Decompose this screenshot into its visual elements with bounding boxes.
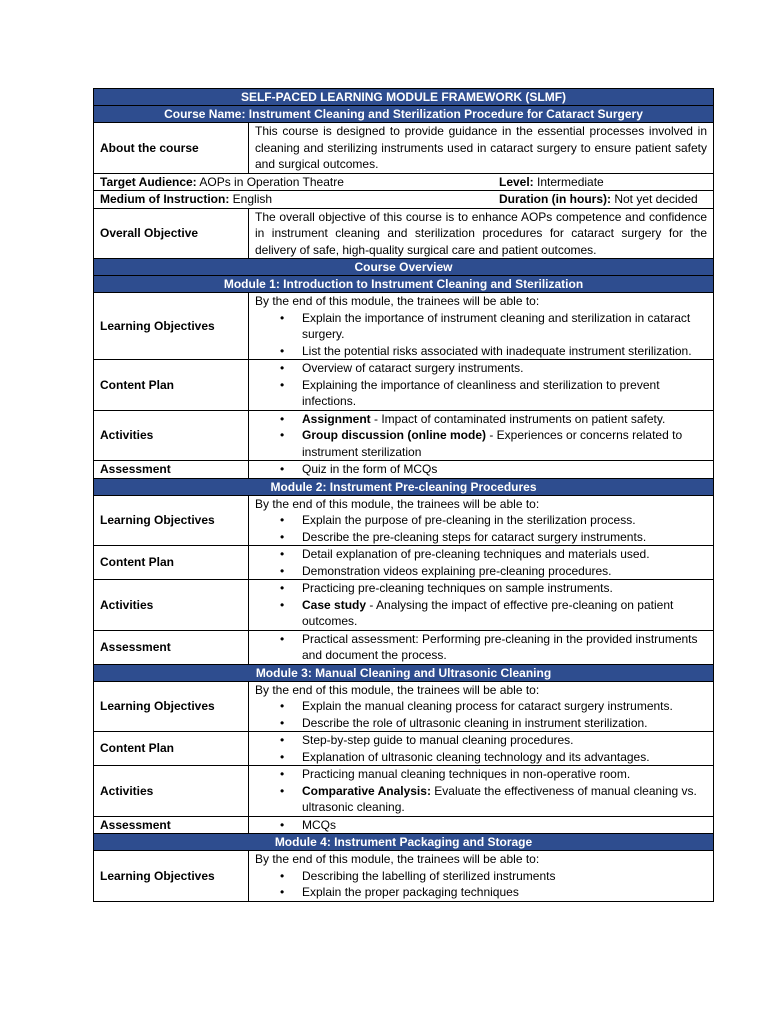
assessment-cell [249,816,714,834]
bullet-list [255,546,707,579]
learning-objectives-content [255,496,707,546]
assessment-label: Assessment [94,461,249,479]
bullet-list [255,766,707,816]
bullet-list [255,580,707,630]
bullet-list [255,360,707,410]
document-title: SELF-PACED LEARNING MODULE FRAMEWORK (SLMF) [94,89,714,106]
overview-row [94,259,714,276]
bullet-item: • Quiz in the form of MCQs [302,461,707,478]
learning-objectives-label: Learning Objectives [94,293,249,360]
bullet-item [302,766,707,783]
assessment-label: Assessment [94,816,249,834]
learning-objectives-content [255,851,707,901]
activities-label: Activities [94,410,249,461]
bullet-item [302,427,707,460]
module-title: Module 4: Instrument Packaging and Storage [94,834,714,851]
content-plan-cell [249,546,714,580]
bullet-item: • Demonstration videos explaining pre-cleaning procedures. [302,563,707,580]
learning-objectives-row [94,681,714,732]
bullet-list [255,868,707,901]
learning-objectives-content [255,293,707,359]
learning-objectives-row [94,495,714,546]
activities-row [94,580,714,631]
learning-objectives-cell [249,851,714,902]
course-name-row [94,106,714,123]
activities-label: Activities [94,766,249,817]
bullet-item: • Detail explanation of pre-cleaning techniques and materials used. [302,546,707,563]
audience-row [94,173,714,191]
content-plan-cell [249,360,714,411]
objectives-intro: By the end of this module, the trainees will be able to: [255,682,540,697]
about-row [94,123,714,174]
content-plan-row [94,546,714,580]
learning-objectives-label: Learning Objectives [94,495,249,546]
bullet-text: Evaluate the effectiveness of manual cleaning vs. ultrasonic cleaning. [302,783,697,814]
activities-cell [249,766,714,817]
content-plan-label: Content Plan [94,732,249,766]
bullet-bold-text: Assignment [302,411,371,426]
learning-objectives-cell [249,495,714,546]
bullet-list [255,698,707,731]
bullet-item: • Step-by-step guide to manual cleaning procedures. [302,732,707,749]
bullet-item: • Explain the manual cleaning process for cataract surgery instruments. [302,698,707,715]
duration-value: Not yet decided [614,192,698,206]
bullet-bold-text: Comparative Analysis: [302,783,431,798]
learning-objectives-label: Learning Objectives [94,851,249,902]
activities-label: Activities [94,580,249,631]
assessment-row [94,461,714,479]
module-header-row [94,834,714,851]
objectives-intro: By the end of this module, the trainees will be able to: [255,294,540,308]
bullet-item [302,580,707,597]
learning-objectives-content [255,682,707,732]
bullet-item: • Explaining the importance of cleanliness and sterilization to prevent infections. [302,377,707,410]
objectives-intro: By the end of this module, the trainees will be able to: [255,496,540,511]
activities-row [94,410,714,461]
level-label: Level: [499,174,534,189]
bullet-text: Practicing pre-cleaning techniques on sample instruments. [302,581,613,595]
duration-label: Duration (in hours): [499,192,611,206]
bullet-item: • Explain the proper packaging techniques [302,884,707,901]
bullet-text: - Experiences or concerns related to instrument sterilization [302,428,683,459]
slmf-table [93,88,714,902]
bullet-text: - Impact of contaminated instruments on patient safety. [370,411,666,426]
bullet-item: • Describing the labelling of sterilized instruments [302,868,707,885]
content-plan-label: Content Plan [94,546,249,580]
bullet-item [302,411,707,428]
bullet-bold-text: Case study [302,597,367,612]
assessment-label: Assessment [94,630,249,664]
bullet-list [255,310,707,360]
content-plan-label: Content Plan [94,360,249,411]
bullet-text: - Analysing the impact of effective pre-cleaning on patient outcomes. [302,597,674,628]
bullet-item [302,597,707,630]
assessment-row [94,816,714,834]
bullet-item: • Overview of cataract surgery instruments. [302,360,707,377]
about-label: About the course [94,123,249,174]
module-header-row [94,664,714,681]
target-audience-label: Target Audience: [100,174,197,189]
bullet-list [255,631,707,664]
objective-text: The overall objective of this course is to enhance AOPs competence and confidence in instrument cleaning and sterilization procedures for cataract surgery for the delivery of safe, high-quality surgical care and patient outcomes. [249,208,714,259]
bullet-list [255,817,707,834]
module-header-row [94,276,714,293]
module-title: Module 3: Manual Cleaning and Ultrasonic Cleaning [94,664,714,681]
bullet-item: • Practical assessment: Performing pre-cleaning in the provided instruments and document the process. [302,631,707,664]
bullet-item: • Describe the pre-cleaning steps for cataract surgery instruments. [302,529,707,546]
objectives-intro: By the end of this module, the trainees will be able to: [255,852,540,866]
bullet-item: • Explanation of ultrasonic cleaning technology and its advantages. [302,749,707,766]
bullet-list [255,411,707,461]
module-header-row [94,478,714,495]
bullet-item: • Explain the importance of instrument cleaning and sterilization in cataract surgery. [302,310,707,343]
module-title: Module 2: Instrument Pre-cleaning Procedures [94,478,714,495]
assessment-cell [249,630,714,664]
target-audience-value: AOPs in Operation Theatre [199,174,344,189]
objective-label: Overall Objective [94,208,249,259]
medium-label: Medium of Instruction: [100,192,230,206]
modules-body [94,276,714,902]
activities-cell [249,410,714,461]
duration [499,191,707,208]
content-plan-row [94,360,714,411]
learning-objectives-cell [249,681,714,732]
learning-objectives-label: Learning Objectives [94,681,249,732]
level-value: Intermediate [537,174,604,189]
learning-objectives-row [94,851,714,902]
bullet-item: • Describe the role of ultrasonic cleaning in instrument sterilization. [302,715,707,732]
assessment-row [94,630,714,664]
bullet-list [255,461,707,478]
bullet-text: Practicing manual cleaning techniques in non-operative room. [302,767,631,781]
bullet-list [255,732,707,765]
content-plan-row [94,732,714,766]
activities-cell [249,580,714,631]
bullet-list [255,512,707,545]
learning-objectives-cell [249,293,714,360]
activities-row [94,766,714,817]
about-text: This course is designed to provide guidance in the essential processes involved in cleaning and sterilizing instruments used in cataract surgery to ensure patient safety and surgical outcomes. [249,123,714,174]
course-overview-heading: Course Overview [94,259,714,276]
learning-objectives-row [94,293,714,360]
module-title: Module 1: Introduction to Instrument Cleaning and Sterilization [94,276,714,293]
medium-row [94,191,714,209]
level [499,174,707,191]
content-plan-cell [249,732,714,766]
bullet-item: • MCQs [302,817,707,834]
target-audience [100,174,344,191]
bullet-bold-text: Group discussion (online mode) [302,428,487,442]
bullet-item: • Explain the purpose of pre-cleaning in the sterilization process. [302,512,707,529]
title-row [94,89,714,106]
medium-value: English [232,192,273,206]
medium-of-instruction [100,191,272,208]
course-name: Course Name: Instrument Cleaning and Sterilization Procedure for Cataract Surgery [94,106,714,123]
assessment-cell [249,461,714,479]
objective-row [94,208,714,259]
bullet-item: • List the potential risks associated with inadequate instrument sterilization. [302,343,707,360]
bullet-item [302,783,707,816]
